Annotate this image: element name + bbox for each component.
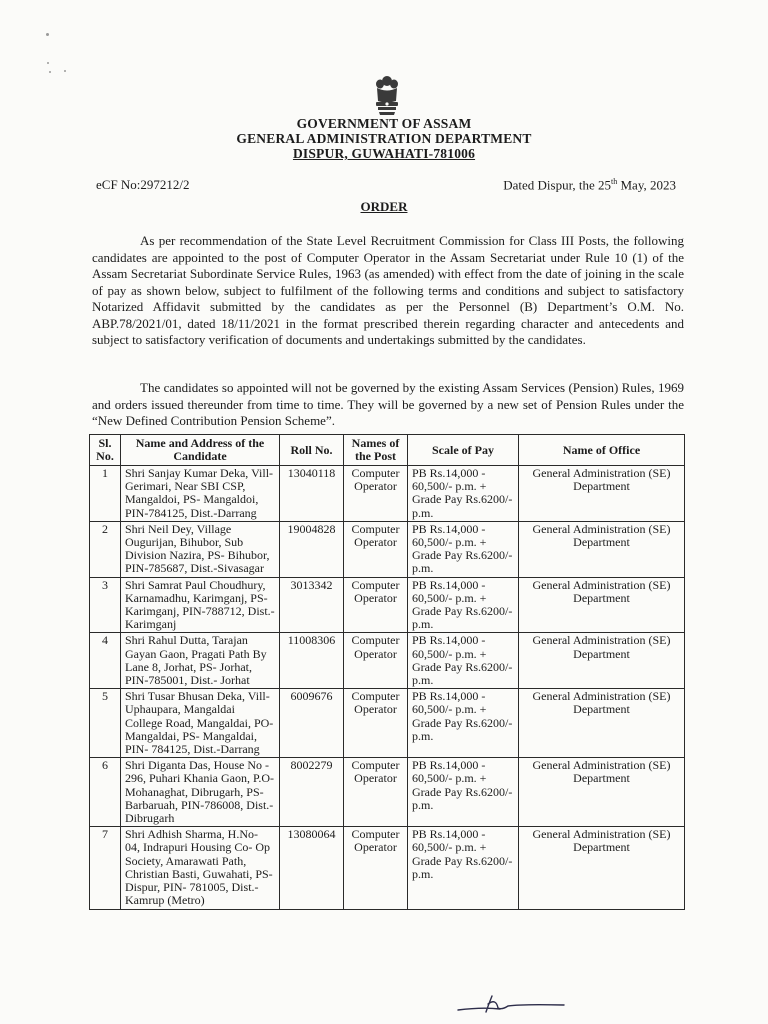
cell-sl: 1 <box>90 466 121 522</box>
cell-pay: PB Rs.14,000 - 60,500/- p.m. + Grade Pay Rs.6200/- p.m. <box>408 827 519 909</box>
cell-name: Shri Rahul Dutta, Tarajan Gayan Gaon, Pragati Path By Lane 8, Jorhat, PS- Jorhat, PIN-785001, Dist.- Jorhat <box>121 633 280 689</box>
cell-name: Shri Adhish Sharma, H.No- 04, Indrapuri Housing Co- Op Society, Amarawati Path, Christian Basti, Guwahati, PS- Dispur, PIN- 781005, Dist.-Kamrup (Metro) <box>121 827 280 909</box>
header-government: GOVERNMENT OF ASSAM <box>296 116 472 131</box>
cell-post: Computer Operator <box>344 633 408 689</box>
cell-sl: 4 <box>90 633 121 689</box>
cell-office: General Administration (SE) Department <box>519 577 685 633</box>
cell-pay: PB Rs.14,000 - 60,500/- p.m. + Grade Pay Rs.6200/- p.m. <box>408 689 519 758</box>
signature-icon <box>452 988 572 1016</box>
cell-name: Shri Sanjay Kumar Deka, Vill- Gerimari, Near SBI CSP, Mangaldoi, PS- Mangaldoi, PIN-784125, Dist.-Darrang <box>121 466 280 522</box>
cell-roll: 3013342 <box>280 577 344 633</box>
table-row <box>90 466 685 522</box>
cell-name: Shri Tusar Bhusan Deka, Vill- Uphaupara, Mangaldai College Road, Mangaldai, PO- Mangaldai, PS- Mangaldai, PIN- 784125, Dist.-Darrang <box>121 689 280 758</box>
cell-office: General Administration (SE) Department <box>519 827 685 909</box>
cell-post: Computer Operator <box>344 689 408 758</box>
cell-pay: PB Rs.14,000 - 60,500/- p.m. + Grade Pay Rs.6200/- p.m. <box>408 633 519 689</box>
national-emblem-icon <box>370 74 404 118</box>
cell-sl: 5 <box>90 689 121 758</box>
candidates-table <box>89 434 685 910</box>
table-row <box>90 827 685 909</box>
cell-name: Shri Neil Dey, Village Ougurijan, Bihubor, Sub Division Nazira, PS- Bihubor, PIN-785687, Dist.-Sivasagar <box>121 521 280 577</box>
cell-post: Computer Operator <box>344 577 408 633</box>
ecf-number: eCF No:297212/2 <box>96 177 190 192</box>
cell-pay: PB Rs.14,000 - 60,500/- p.m. + Grade Pay Rs.6200/- p.m. <box>408 758 519 827</box>
header-address: DISPUR, GUWAHATI-781006 <box>292 146 476 161</box>
date-prefix: Dated Dispur, the 25 <box>503 177 612 193</box>
scan-speck <box>46 33 49 36</box>
paragraph-appointment: As per recommendation of the State Level Recruitment Commission for Class III Posts, the following candidates are appointed to the post of Computer Operator in the Assam Secretariat under Rule 10 (1) of the Assam Secretariat Subordinate Service Rules, 1963 (as amended) with effect from the date of joining in the scale of pay as shown below, subject to fulfilment of the following terms and conditions and subject to satisfactory Notarized Affidavit submitted by the candidates as per the Personnel (B) Department’s O.M. No. ABP.78/2021/01, dated 18/11/2021 in the format prescribed therein regarding character and antecedents and subject to satisfactory verification of documents and undertakings submitted by the candidates. <box>92 233 684 347</box>
header-roll-no: Roll No. <box>280 435 344 466</box>
cell-name: Shri Diganta Das, House No - 296, Puhari Khania Gaon, P.O- Mohanaghat, Dibrugarh, PS- Barbaruah, PIN-786008, Dist.- Dibrugarh <box>121 758 280 827</box>
cell-post: Computer Operator <box>344 827 408 909</box>
cell-office: General Administration (SE) Department <box>519 521 685 577</box>
header-scale-of-pay: Scale of Pay <box>408 435 519 466</box>
cell-roll: 13040118 <box>280 466 344 522</box>
cell-roll: 11008306 <box>280 633 344 689</box>
cell-roll: 6009676 <box>280 689 344 758</box>
cell-office: General Administration (SE) Department <box>519 758 685 827</box>
scan-speck <box>49 71 51 73</box>
cell-pay: PB Rs.14,000 - 60,500/- p.m. + Grade Pay Rs.6200/- p.m. <box>408 521 519 577</box>
cell-sl: 7 <box>90 827 121 909</box>
cell-name: Shri Samrat Paul Choudhury, Karnamadhu, Karimganj, PS- Karimganj, PIN-788712, Dist.- Karimganj <box>121 577 280 633</box>
table-row <box>90 577 685 633</box>
header-sl-no: Sl. No. <box>90 435 121 466</box>
cell-post: Computer Operator <box>344 758 408 827</box>
header-office: Name of Office <box>519 435 685 466</box>
cell-post: Computer Operator <box>344 466 408 522</box>
table-row <box>90 633 685 689</box>
cell-roll: 8002279 <box>280 758 344 827</box>
paragraph-pension: The candidates so appointed will not be governed by the existing Assam Services (Pension) Rules, 1969 and orders issued thereunder from time to time. They will be governed by a new set of Pension Rules under the “New Defined Contribution Pension Scheme”. <box>92 380 684 428</box>
header-name-address: Name and Address of the Candidate <box>121 435 280 466</box>
cell-office: General Administration (SE) Department <box>519 689 685 758</box>
date-ordinal: th <box>611 177 618 186</box>
cell-pay: PB Rs.14,000 - 60,500/- p.m. + Grade Pay Rs.6200/- p.m. <box>408 466 519 522</box>
table-row <box>90 521 685 577</box>
cell-sl: 6 <box>90 758 121 827</box>
header-department: GENERAL ADMINISTRATION DEPARTMENT <box>236 131 532 146</box>
order-title: ORDER <box>360 199 408 214</box>
cell-sl: 2 <box>90 521 121 577</box>
scan-speck <box>47 62 49 64</box>
scan-speck <box>64 70 66 72</box>
cell-office: General Administration (SE) Department <box>519 633 685 689</box>
cell-roll: 19004828 <box>280 521 344 577</box>
cell-pay: PB Rs.14,000 - 60,500/- p.m. + Grade Pay Rs.6200/- p.m. <box>408 577 519 633</box>
header-post: Names of the Post <box>344 435 408 466</box>
cell-post: Computer Operator <box>344 521 408 577</box>
date-suffix: May, 2023 <box>617 177 676 193</box>
table-row <box>90 689 685 758</box>
cell-office: General Administration (SE) Department <box>519 466 685 522</box>
cell-sl: 3 <box>90 577 121 633</box>
cell-roll: 13080064 <box>280 827 344 909</box>
table-row <box>90 758 685 827</box>
table-header-row <box>90 435 685 466</box>
order-date <box>503 177 676 193</box>
